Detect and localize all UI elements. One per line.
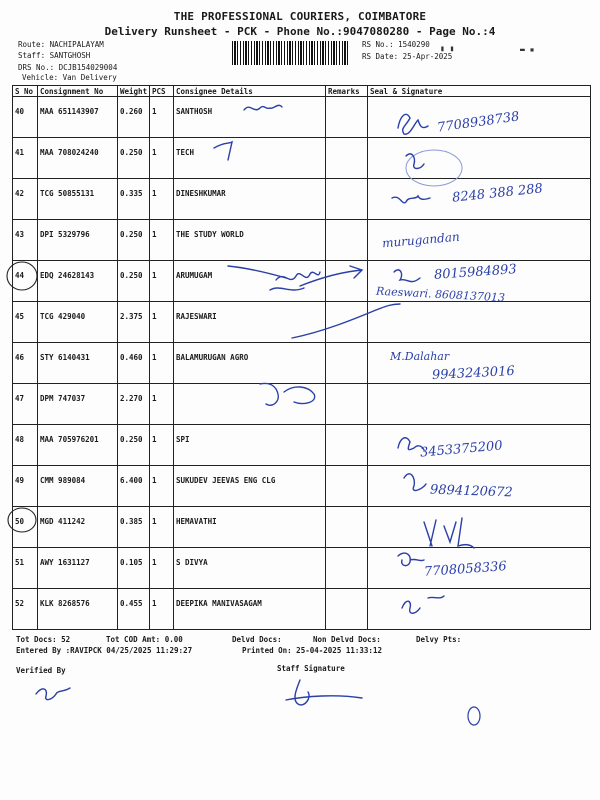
col-header: Weight (118, 86, 150, 97)
consignee: ARUMUGAM (174, 261, 326, 302)
handwritten-phone: 8248 388 288 (451, 181, 544, 206)
total-docs: Tot Docs: 52 (16, 635, 71, 644)
weight: 6.400 (118, 466, 150, 507)
dots-mark: ▬ ▪ (520, 45, 535, 54)
rs-number: RS No.: 1540290 (362, 40, 430, 49)
consignee: BALAMURUGAN AGRO (174, 343, 326, 384)
weight: 0.250 (118, 138, 150, 179)
pieces: 1 (150, 97, 174, 138)
remarks (326, 220, 368, 261)
delivery-points: Delvy Pts: (416, 635, 462, 644)
delivered-docs: Delvd Docs: (232, 635, 282, 644)
consignment-number: DPI 5329796 (38, 220, 118, 261)
pieces: 1 (150, 138, 174, 179)
seal-signature (368, 384, 591, 425)
runsheet-table (12, 85, 591, 630)
entered-by: Entered By :RAVIPCK 04/25/2025 11:29:27 (16, 646, 193, 655)
consignment-number: MAA 708024240 (38, 138, 118, 179)
weight: 0.105 (118, 548, 150, 589)
verified-by-label: Verified By (16, 666, 66, 675)
weight: 0.260 (118, 97, 150, 138)
staff-signature-label: Staff Signature (277, 664, 345, 673)
barcode (232, 41, 348, 65)
printed-on: Printed On: 25-04-2025 11:33:12 (242, 646, 382, 655)
remarks (326, 138, 368, 179)
consignee: SUKUDEV JEEVAS ENG CLG (174, 466, 326, 507)
serial-number: 46 (13, 343, 38, 384)
col-header: S No (13, 86, 38, 97)
circle-mark (468, 707, 480, 725)
consignee: DEEPIKA MANIVASAGAM (174, 589, 326, 630)
remarks (326, 343, 368, 384)
consignee (174, 384, 326, 425)
weight: 0.250 (118, 425, 150, 466)
handwritten-phone: 3453375200 (419, 438, 504, 461)
table-row (13, 507, 591, 548)
consignment-number: KLK 8268576 (38, 589, 118, 630)
serial-number: 41 (13, 138, 38, 179)
vehicle-label: Vehicle: Van Delivery (22, 73, 117, 82)
weight: 2.375 (118, 302, 150, 343)
serial-number: 45 (13, 302, 38, 343)
non-delivered-docs: Non Delvd Docs: (313, 635, 381, 644)
weight: 0.250 (118, 261, 150, 302)
serial-number: 47 (13, 384, 38, 425)
serial-number: 52 (13, 589, 38, 630)
remarks (326, 589, 368, 630)
handwritten-phone: 9894120672 (429, 482, 513, 501)
serial-number: 43 (13, 220, 38, 261)
serial-number: 40 (13, 97, 38, 138)
consignee: SPI (174, 425, 326, 466)
remarks (326, 507, 368, 548)
remarks (326, 97, 368, 138)
dots-mark: ▮ ▮ (440, 44, 455, 53)
consignee: HEMAVATHI (174, 507, 326, 548)
serial-number: 51 (13, 548, 38, 589)
consignee: RAJESWARI (174, 302, 326, 343)
col-header: PCS (150, 86, 174, 97)
table-row (13, 220, 591, 261)
handwritten-phone: 9943243016 (431, 363, 516, 384)
remarks (326, 179, 368, 220)
pieces: 1 (150, 220, 174, 261)
pieces: 1 (150, 507, 174, 548)
company-title: THE PROFESSIONAL COURIERS, COIMBATORE (173, 10, 427, 23)
weight: 2.270 (118, 384, 150, 425)
pieces: 1 (150, 261, 174, 302)
serial-number: 49 (13, 466, 38, 507)
consignment-number: CMM 989084 (38, 466, 118, 507)
pieces: 1 (150, 384, 174, 425)
handwritten-phone: 7708938738 (436, 109, 521, 136)
rs-date: RS Date: 25-Apr-2025 (362, 52, 453, 61)
col-header: Remarks (326, 86, 368, 97)
remarks (326, 466, 368, 507)
staff-signature (286, 680, 362, 705)
remarks (326, 548, 368, 589)
remarks (326, 425, 368, 466)
table-row (13, 425, 591, 466)
remarks (326, 384, 368, 425)
seal-signature (368, 589, 591, 630)
weight: 0.335 (118, 179, 150, 220)
serial-number: 42 (13, 179, 38, 220)
verified-signature (36, 688, 70, 700)
handwritten-phone: 7708058336 (423, 559, 508, 580)
drs-number: DRS No.: DCJB154029004 (18, 63, 118, 72)
consignee: DINESHKUMAR (174, 179, 326, 220)
handwritten-phone: 8015984893 (433, 262, 518, 283)
consignment-number: MGD 411242 (38, 507, 118, 548)
consignment-number: TCG 429040 (38, 302, 118, 343)
remarks (326, 261, 368, 302)
pieces: 1 (150, 179, 174, 220)
consignment-number: TCG 50855131 (38, 179, 118, 220)
consignment-number: MAA 705976201 (38, 425, 118, 466)
consignment-number: EDQ 24628143 (38, 261, 118, 302)
weight: 0.385 (118, 507, 150, 548)
pieces: 1 (150, 302, 174, 343)
remarks (326, 302, 368, 343)
table-row (13, 302, 591, 343)
pieces: 1 (150, 425, 174, 466)
table-row (13, 384, 591, 425)
staff-label: Staff: SANTGHOSH (18, 51, 91, 60)
consignee: TECH (174, 138, 326, 179)
col-header: Consignment No (38, 86, 118, 97)
handwritten-name: M.Dalahar (390, 350, 450, 363)
total-cod-amount: Tot COD Amt: 0.00 (106, 635, 183, 644)
pieces: 1 (150, 548, 174, 589)
serial-number: 50 (13, 507, 38, 548)
pieces: 1 (150, 343, 174, 384)
table-row (13, 589, 591, 630)
runsheet-title: Delivery Runsheet - PCK - Phone No.:9047080280 - Page No.:4 (104, 25, 496, 38)
handwritten-name: murugandan (381, 229, 461, 251)
seal-signature (368, 302, 591, 343)
consignment-number: MAA 651143907 (38, 97, 118, 138)
consignee: SANTHOSH (174, 97, 326, 138)
pieces: 1 (150, 589, 174, 630)
seal-signature (368, 138, 591, 179)
pieces: 1 (150, 466, 174, 507)
table-header-row (13, 86, 591, 97)
consignment-number: STY 6140431 (38, 343, 118, 384)
consignee: S DIVYA (174, 548, 326, 589)
weight: 0.460 (118, 343, 150, 384)
col-header: Seal & Signature (368, 86, 591, 97)
consignment-number: DPM 747037 (38, 384, 118, 425)
serial-number: 48 (13, 425, 38, 466)
seal-signature (368, 507, 591, 548)
weight: 0.250 (118, 220, 150, 261)
table-row (13, 138, 591, 179)
route-label: Route: NACHIPALAYAM (18, 40, 104, 49)
handwritten-name-phone: Raeswari. 8608137013 (375, 284, 506, 305)
serial-number: 44 (13, 261, 38, 302)
col-header: Consignee Details (174, 86, 326, 97)
consignee: THE STUDY WORLD (174, 220, 326, 261)
weight: 0.455 (118, 589, 150, 630)
consignment-number: AWY 1631127 (38, 548, 118, 589)
